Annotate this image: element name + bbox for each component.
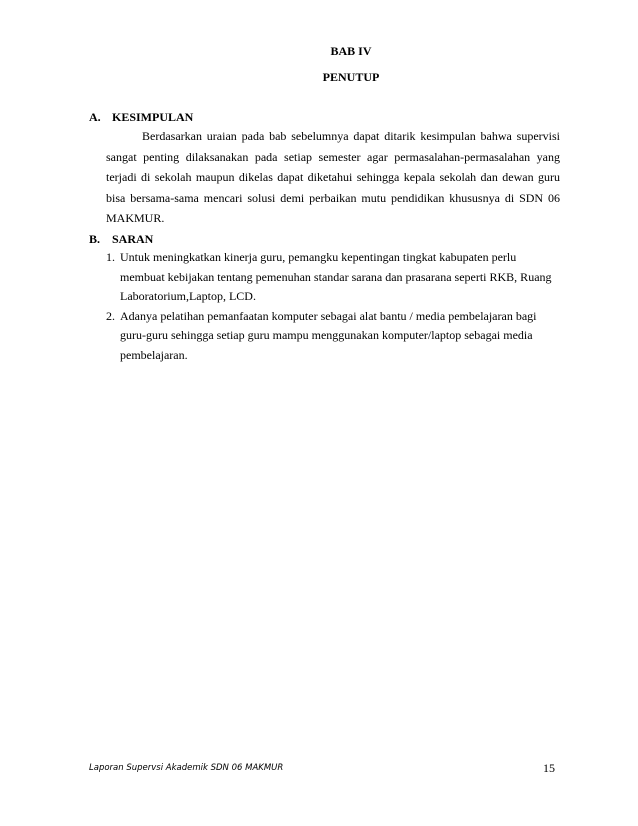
list-item [106, 307, 560, 366]
section-a-heading [89, 110, 193, 125]
list-item-number: 2. [106, 308, 115, 323]
chapter-title: PENUTUP [322, 70, 380, 84]
section-a-title: KESIMPULAN [112, 110, 194, 124]
footer-text: Laporan Supervsi Akademik SDN 06 MAKMUR [89, 763, 284, 773]
list-item-number: 1. [106, 250, 115, 264]
page-number: 15 [543, 761, 555, 775]
list-item-text: Adanya pelatihan pemanfaatan komputer sebagai alat bantu / media pembelajaran bagi guru-guru sehingga setiap guru mampu menggunakan komputer/laptop sebagai media pembelajaran. [120, 308, 537, 362]
section-a-number: A. [89, 110, 101, 124]
section-a-paragraph: Berdasarkan uraian pada bab sebelumnya dapat ditarik kesimpulan bahwa supervisi sangat penting dilaksanakan pada setiap semester agar permasalahan-permasalahan yang terjadi di sekolah maupun dikelas dapat diketahui sehingga kepala sekolah dan dewan guru bisa bersama-sama mencari solusi demi perbaikan mutu pendidikan khususnya di SDN 06 MAKMUR. [106, 129, 560, 225]
section-b-title: SARAN [112, 232, 154, 246]
section-b-number: B. [89, 232, 101, 246]
chapter-number: BAB IV [330, 44, 372, 58]
list-item-text: Untuk meningkatkan kinerja guru, pemangku kepentingan tingkat kabupaten perlu membuat kebijakan tentang pemenuhan standar sarana dan prasarana seperti RKB, Ruang Laboratorium,Laptop, LCD. [120, 250, 552, 303]
section-b-heading [89, 232, 153, 247]
list-item [106, 248, 560, 307]
saran-list [106, 248, 560, 365]
